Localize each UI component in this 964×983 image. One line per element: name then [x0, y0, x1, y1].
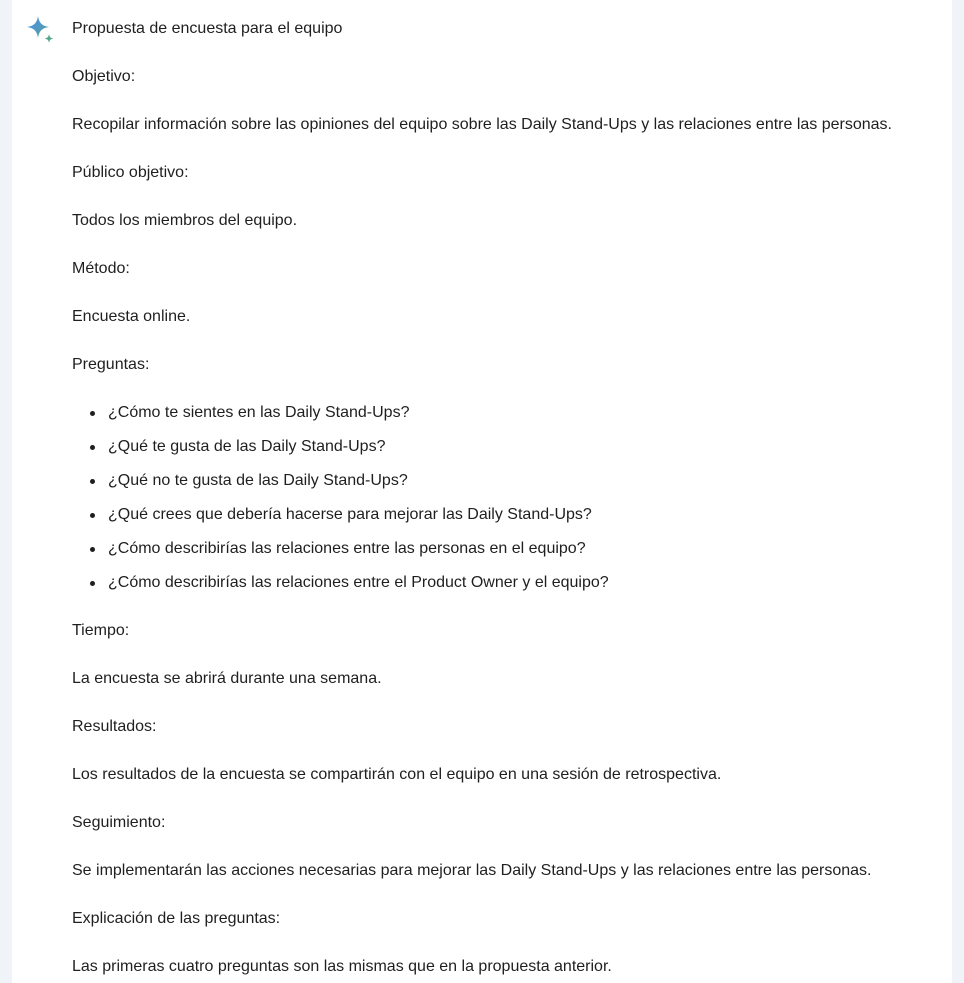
question-text: ¿Cómo te sientes en las Daily Stand-Ups?: [108, 404, 410, 421]
section-text-tiempo: La encuesta se abrirá durante una semana.: [72, 670, 382, 687]
section-text-seguimiento: Se implementarán las acciones necesarias para mejorar las Daily Stand-Ups y las relaciones entre las personas.: [72, 862, 872, 879]
section-heading-tiempo: Tiempo:: [72, 622, 130, 639]
section-text-objetivo: Recopilar información sobre las opiniones del equipo sobre las Daily Stand-Ups y las relaciones entre las personas.: [72, 116, 892, 133]
bullet-icon: [90, 581, 95, 586]
bullet-icon: [90, 479, 95, 484]
bullet-icon: [90, 513, 95, 518]
bullet-icon: [90, 445, 95, 450]
question-text: ¿Qué crees que debería hacerse para mejorar las Daily Stand-Ups?: [108, 506, 592, 523]
section-heading-preguntas: Preguntas:: [72, 356, 150, 373]
question-text: ¿Cómo describirías las relaciones entre el Product Owner y el equipo?: [108, 574, 609, 591]
section-text-explicacion: Las primeras cuatro preguntas son las mismas que en la propuesta anterior.: [72, 958, 612, 975]
assistant-response: [12, 0, 952, 983]
section-text-metodo: Encuesta online.: [72, 308, 191, 325]
question-text: ¿Cómo describirías las relaciones entre las personas en el equipo?: [108, 540, 586, 557]
gemini-sparkle-icon: [25, 15, 55, 45]
section-heading-explicacion: Explicación de las preguntas:: [72, 910, 281, 927]
bullet-icon: [90, 411, 95, 416]
section-heading-resultados: Resultados:: [72, 718, 157, 735]
bullet-icon: [90, 547, 95, 552]
section-heading-seguimiento: Seguimiento:: [72, 814, 166, 831]
response-title: Propuesta de encuesta para el equipo: [72, 20, 343, 37]
section-heading-publico: Público objetivo:: [72, 164, 189, 181]
section-heading-metodo: Método:: [72, 260, 130, 277]
section-heading-objetivo: Objetivo:: [72, 68, 136, 85]
section-text-publico: Todos los miembros del equipo.: [72, 212, 298, 229]
section-text-resultados: Los resultados de la encuesta se compartirán con el equipo en una sesión de retrospectiva.: [72, 766, 722, 783]
question-text: ¿Qué no te gusta de las Daily Stand-Ups?: [108, 472, 408, 489]
question-text: ¿Qué te gusta de las Daily Stand-Ups?: [108, 438, 386, 455]
